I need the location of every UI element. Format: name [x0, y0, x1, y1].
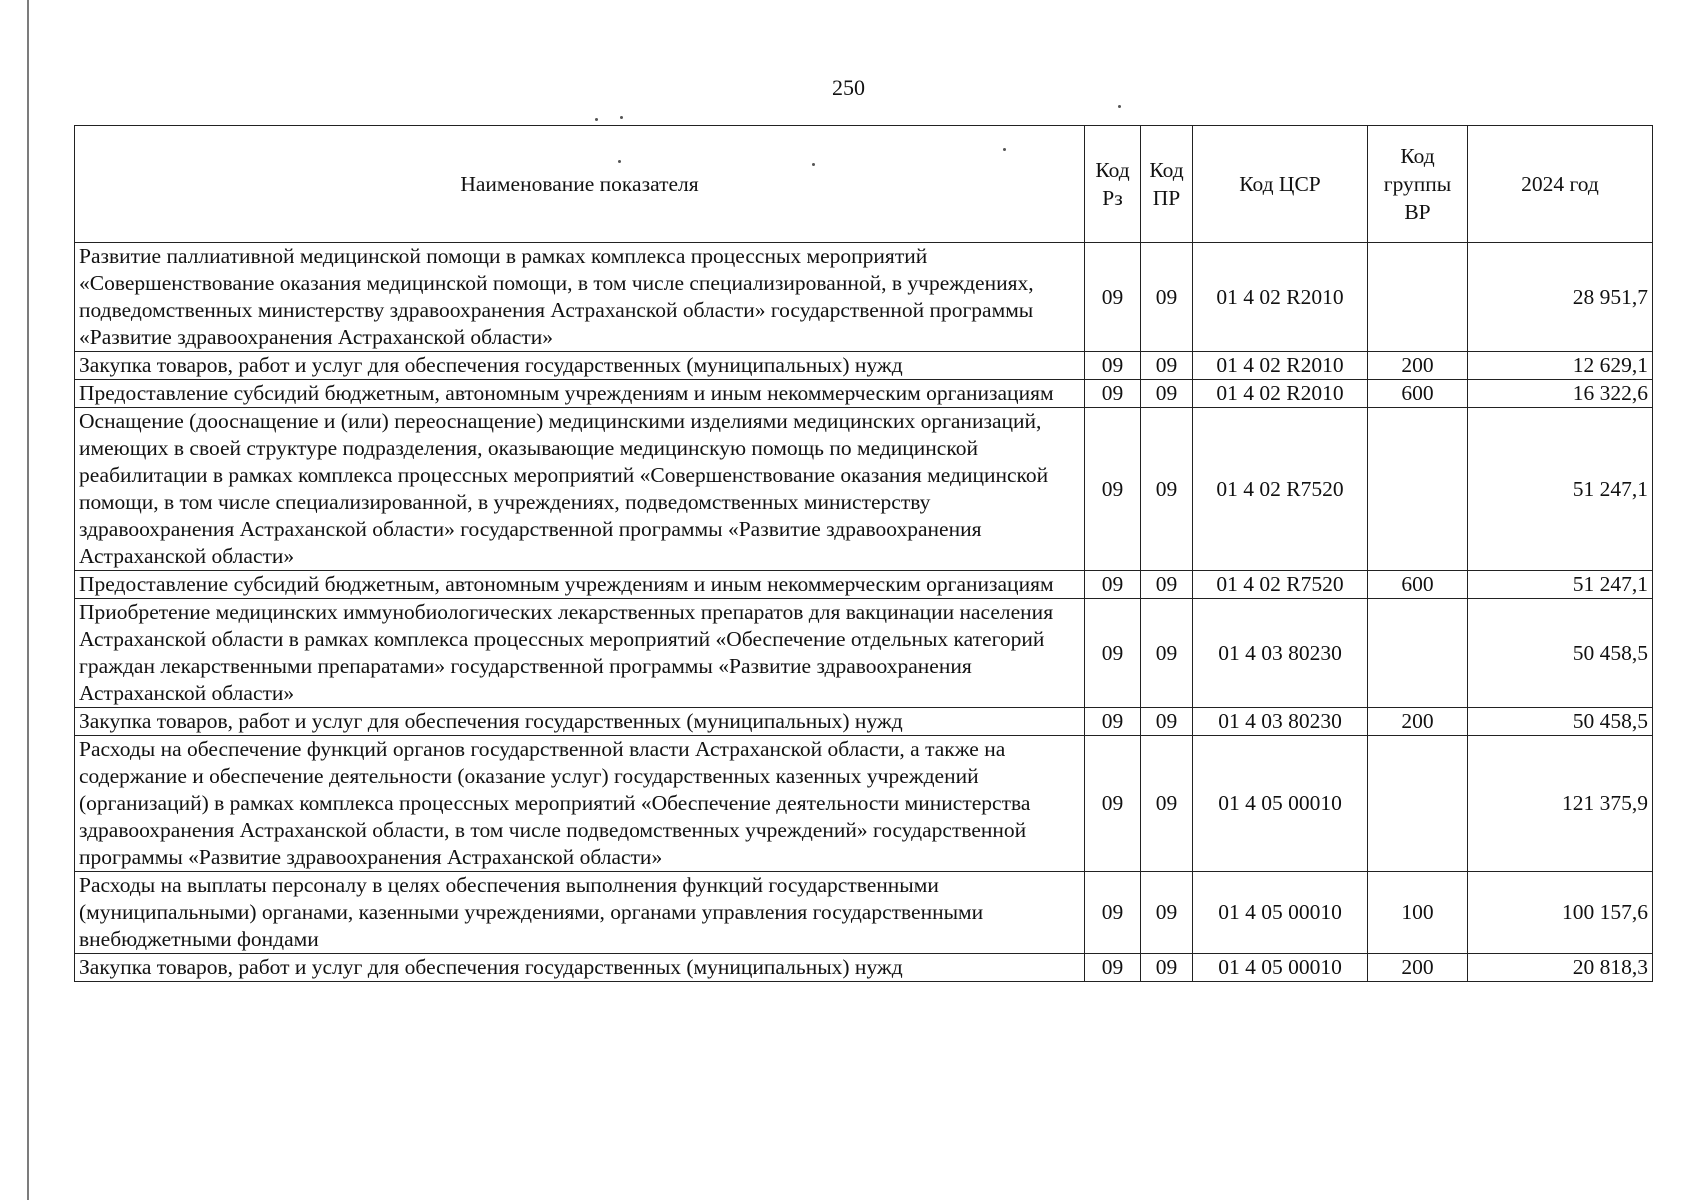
table-row: [75, 599, 1653, 708]
scan-speck: [1118, 105, 1121, 108]
row-name: Закупка товаров, работ и услуг для обеспечения государственных (муниципальных) нужд: [75, 352, 1085, 380]
header-csr: Код ЦСР: [1193, 126, 1368, 243]
row-vr: [1368, 408, 1468, 571]
row-csr: 01 4 02 R7520: [1193, 571, 1368, 599]
table-row: [75, 954, 1653, 982]
row-amount: 121 375,9: [1468, 736, 1653, 872]
row-name: Расходы на обеспечение функций органов государственной власти Астраханской области, а также на содержание и обеспечение деятельности (оказание услуг) государственных казенных учреждений (организаций) в рамках комплекса процессных мероприятий «Обеспечение деятельности министерства здравоохранения Астраханской области, в том числе подведомственных учреждений» государственной программы «Развитие здравоохранения Астраханской области»: [75, 736, 1085, 872]
row-amount: 50 458,5: [1468, 708, 1653, 736]
row-rz: 09: [1085, 599, 1141, 708]
row-rz: 09: [1085, 872, 1141, 954]
header-year: 2024 год: [1468, 126, 1653, 243]
page-number: 250: [832, 75, 865, 100]
row-vr: [1368, 243, 1468, 352]
table-row: [75, 571, 1653, 599]
row-csr: 01 4 03 80230: [1193, 708, 1368, 736]
header-rz: Код Рз: [1085, 126, 1141, 243]
row-amount: 16 322,6: [1468, 380, 1653, 408]
row-amount: 12 629,1: [1468, 352, 1653, 380]
table-row: [75, 408, 1653, 571]
row-name: Оснащение (дооснащение и (или) переоснащение) медицинскими изделиями медицинских организаций, имеющих в своей структуре подразделения, оказывающие медицинскую помощь по медицинской реабилитации в рамках комплекса процессных мероприятий «Совершенствование оказания медицинской помощи, в том числе специализированной, в учреждениях, подведомственных министерству здравоохранения Астраханской области» государственной программы «Развитие здравоохранения Астраханской области»: [75, 408, 1085, 571]
row-vr: 600: [1368, 380, 1468, 408]
row-csr: 01 4 05 00010: [1193, 954, 1368, 982]
row-name: Предоставление субсидий бюджетным, автономным учреждениям и иным некоммерческим организациям: [75, 380, 1085, 408]
row-vr: 200: [1368, 954, 1468, 982]
table-row: [75, 872, 1653, 954]
row-name: Развитие паллиативной медицинской помощи в рамках комплекса процессных мероприятий «Совершенствование оказания медицинской помощи, в том числе специализированной, в учреждениях, подведомственных министерству здравоохранения Астраханской области» государственной программы «Развитие здравоохранения Астраханской области»: [75, 243, 1085, 352]
row-pr: 09: [1141, 599, 1193, 708]
row-rz: 09: [1085, 571, 1141, 599]
row-rz: 09: [1085, 408, 1141, 571]
row-csr: 01 4 05 00010: [1193, 736, 1368, 872]
row-pr: 09: [1141, 408, 1193, 571]
header-vr: Код группы ВР: [1368, 126, 1468, 243]
table-row: [75, 352, 1653, 380]
row-vr: 200: [1368, 708, 1468, 736]
row-amount: 28 951,7: [1468, 243, 1653, 352]
table-row: [75, 243, 1653, 352]
row-pr: 09: [1141, 708, 1193, 736]
row-pr: 09: [1141, 954, 1193, 982]
row-rz: 09: [1085, 243, 1141, 352]
row-rz: 09: [1085, 380, 1141, 408]
row-rz: 09: [1085, 708, 1141, 736]
row-pr: 09: [1141, 243, 1193, 352]
row-amount: 51 247,1: [1468, 571, 1653, 599]
row-vr: 600: [1368, 571, 1468, 599]
row-amount: 51 247,1: [1468, 408, 1653, 571]
row-amount: 100 157,6: [1468, 872, 1653, 954]
row-vr: 200: [1368, 352, 1468, 380]
row-csr: 01 4 02 R2010: [1193, 352, 1368, 380]
row-name: Закупка товаров, работ и услуг для обеспечения государственных (муниципальных) нужд: [75, 954, 1085, 982]
header-pr: Код ПР: [1141, 126, 1193, 243]
row-vr: [1368, 736, 1468, 872]
row-rz: 09: [1085, 954, 1141, 982]
row-csr: 01 4 03 80230: [1193, 599, 1368, 708]
scan-speck: [620, 116, 623, 119]
row-name: Закупка товаров, работ и услуг для обеспечения государственных (муниципальных) нужд: [75, 708, 1085, 736]
row-pr: 09: [1141, 736, 1193, 872]
row-pr: 09: [1141, 380, 1193, 408]
row-name: Приобретение медицинских иммунобиологических лекарственных препаратов для вакцинации населения Астраханской области в рамках комплекса процессных мероприятий «Обеспечение отдельных категорий граждан лекарственными препаратами» государственной программы «Развитие здравоохранения Астраханской области»: [75, 599, 1085, 708]
header-name: Наименование показателя: [75, 126, 1085, 243]
row-csr: 01 4 02 R2010: [1193, 380, 1368, 408]
row-csr: 01 4 02 R7520: [1193, 408, 1368, 571]
row-vr: 100: [1368, 872, 1468, 954]
row-csr: 01 4 02 R2010: [1193, 243, 1368, 352]
row-name: Расходы на выплаты персоналу в целях обеспечения выполнения функций государственными (муниципальными) органами, казенными учреждениями, органами управления государственными внебюджетными фондами: [75, 872, 1085, 954]
scan-speck: [595, 118, 598, 121]
table-row: [75, 736, 1653, 872]
row-pr: 09: [1141, 352, 1193, 380]
row-rz: 09: [1085, 352, 1141, 380]
table-row: [75, 708, 1653, 736]
row-pr: 09: [1141, 872, 1193, 954]
budget-table: [74, 125, 1653, 982]
table-row: [75, 380, 1653, 408]
row-amount: 20 818,3: [1468, 954, 1653, 982]
table-header-row: [75, 126, 1653, 243]
row-csr: 01 4 05 00010: [1193, 872, 1368, 954]
page-binding-edge: [27, 0, 29, 1200]
row-name: Предоставление субсидий бюджетным, автономным учреждениям и иным некоммерческим организациям: [75, 571, 1085, 599]
row-amount: 50 458,5: [1468, 599, 1653, 708]
row-pr: 09: [1141, 571, 1193, 599]
row-rz: 09: [1085, 736, 1141, 872]
row-vr: [1368, 599, 1468, 708]
